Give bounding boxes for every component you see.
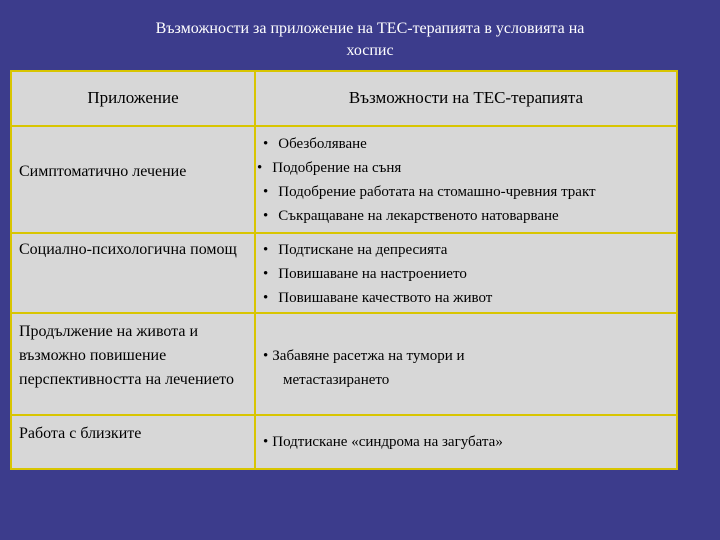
slide-title-line-2: хоспис xyxy=(346,42,394,59)
tes-application-table xyxy=(10,70,678,470)
column-header-possibilities: Възможности на ТЕС-терапията xyxy=(348,88,584,107)
table-row-divider xyxy=(12,312,676,314)
list-item: • Подобрение работата на стомашно-чревния тракт xyxy=(263,180,673,204)
list-item: • Повишаване качеството на живот xyxy=(263,286,673,310)
table-row-2-possibilities xyxy=(263,238,673,310)
table-row-3-possibilities xyxy=(263,344,673,392)
list-item: • Подтискане «синдрома на загубата» xyxy=(263,430,673,454)
table-row-4-possibilities xyxy=(263,430,673,454)
slide-title-line-1: Възможности за приложение на ТЕС-терапията в условията на xyxy=(155,20,585,37)
list-item: • Повишаване на настроението xyxy=(263,262,673,286)
list-item: • Обезболяване xyxy=(263,132,673,156)
table-row-1-application: Симптоматично лечение xyxy=(19,163,187,180)
list-item: • Съкращаване на лекарственото натоварване xyxy=(263,204,673,228)
table-column-divider xyxy=(254,72,256,468)
table-row-4-application: Работа с близките xyxy=(19,425,142,442)
table-row-2-application: Социално-психологична помощ xyxy=(19,241,237,258)
table-header-divider xyxy=(12,125,676,127)
table-row-divider xyxy=(12,232,676,234)
list-item: • Подтискане на депресията xyxy=(263,238,673,262)
list-item-continuation: метастазирането xyxy=(283,372,390,388)
table-row-divider xyxy=(12,414,676,416)
slide-title xyxy=(60,18,680,62)
column-header-application: Приложение xyxy=(87,88,179,107)
list-item: • Забавяне расетжа на тумори и xyxy=(263,344,673,368)
list-item: • Подобрение на съня xyxy=(257,156,673,180)
table-row-3-application: Продължение на живота и възможно повишение перспективността на лечението xyxy=(19,323,234,388)
table-row-1-possibilities xyxy=(263,132,673,228)
